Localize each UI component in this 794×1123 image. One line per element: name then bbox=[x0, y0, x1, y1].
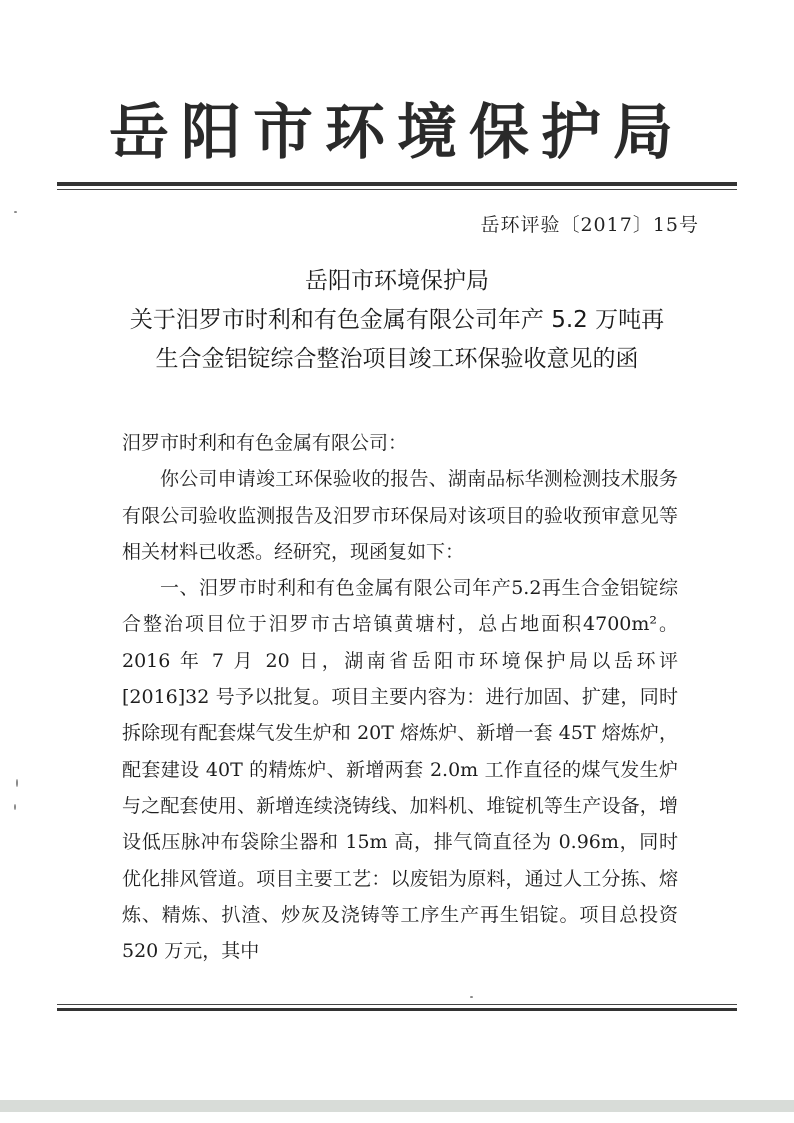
scan-speck bbox=[16, 779, 18, 787]
footer-rule-thin bbox=[57, 1004, 737, 1005]
title-line-1: 岳阳市环境保护局 bbox=[305, 268, 489, 294]
document-body bbox=[122, 425, 678, 969]
document-title bbox=[0, 262, 794, 379]
title-line-2: 关于汨罗市时利和有色金属有限公司年产 5.2 万吨再 bbox=[129, 307, 665, 333]
masthead-title: 岳阳市环境保护局 bbox=[109, 98, 685, 168]
header-rule-thin bbox=[57, 189, 737, 190]
footer-rule-thick bbox=[57, 1008, 737, 1011]
title-line-3: 生合金铝锭综合整治项目竣工环保验收意见的函 bbox=[155, 346, 639, 372]
addressee: 汨罗市时利和有色金属有限公司： bbox=[122, 432, 408, 454]
document-number: 岳环评验〔2017〕15号 bbox=[480, 214, 699, 236]
paragraph-2: 一、汨罗市时利和有色金属有限公司年产5.2再生合金铝锭综合整治项目位于汨罗市古培镇黄塘村，总占地面积4700m²。2016 年 7 月 20 日，湖南省岳阳市环境保护局以岳环评[2016]32 号予以批复。项目主要内容为：进行加固、扩建，同时拆除现有配套煤气发生炉和 20T 熔炼炉、新增一套 45T 熔炼炉，配套建设 40T 的精炼炉、新增两套 2.0m 工作直径的煤气发生炉与之配套使用、新增连续浇铸线、加料机、堆锭机等生产设备，增设低压脉冲布袋除尘器和 15m 高，排气筒直径为 0.96m，同时优化排风管道。项目主要工艺：以废铝为原料，通过人工分拣、熔炼、精炼、扒渣、炒灰及浇铸等工序生产再生铝锭。项目总投资 520 万元，其中 bbox=[122, 577, 678, 963]
scan-speck bbox=[14, 804, 16, 810]
scan-speck bbox=[470, 996, 473, 998]
scan-speck bbox=[14, 211, 17, 213]
scan-edge-strip bbox=[0, 1100, 794, 1112]
header-rule-thick bbox=[57, 182, 737, 186]
paragraph-1: 你公司申请竣工环保验收的报告、湖南品标华测检测技术服务有限公司验收监测报告及汨罗市环保局对该项目的验收预审意见等相关材料已收悉。经研究，现函复如下： bbox=[122, 468, 678, 563]
